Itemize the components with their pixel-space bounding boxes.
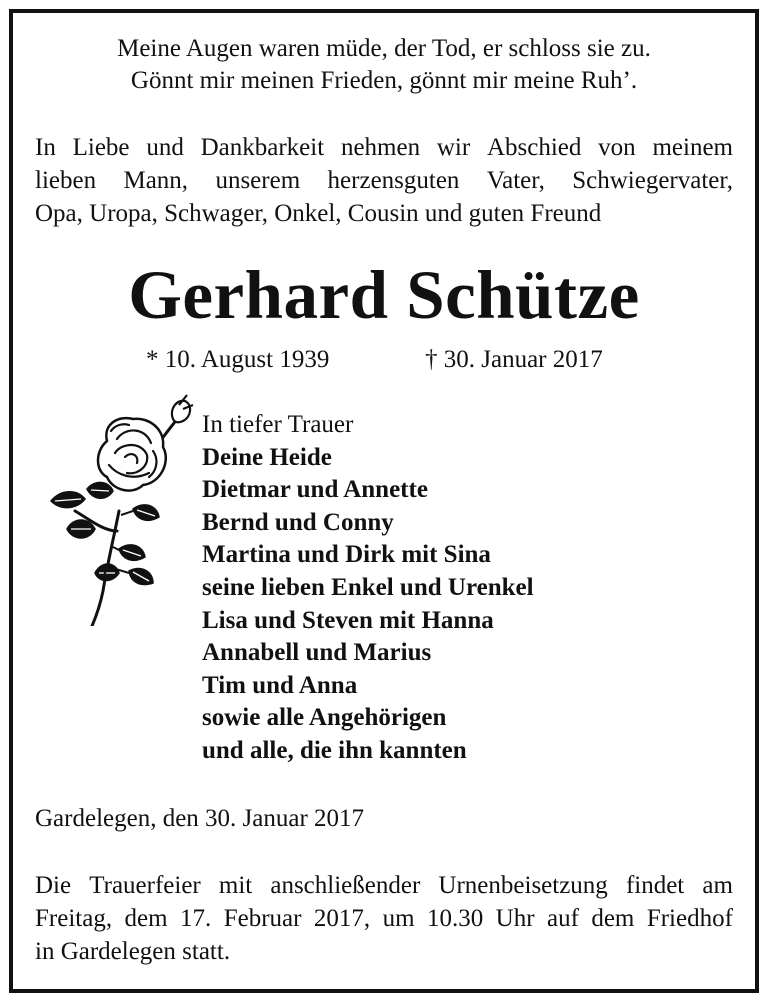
- mourner-name: Deine Heide: [202, 443, 332, 471]
- deceased-name: Gerhard Schütze: [128, 257, 640, 333]
- service-word: Freitag,: [35, 905, 113, 932]
- service-word: anschließender: [270, 872, 421, 899]
- service-word: Die: [35, 872, 72, 899]
- intro-word: Mann,: [123, 167, 189, 194]
- poem-line-2: Gönnt mir meinen Frieden, gönnt mir meine Ruh’.: [130, 67, 638, 94]
- intro-word: Schwiegervater,: [572, 167, 733, 194]
- obituary-frame: [9, 9, 759, 993]
- intro-word: Dankbarkeit: [200, 134, 325, 161]
- intro-line-1: [35, 131, 733, 164]
- service-line-1: [35, 869, 733, 902]
- mourner-name: Dietmar und Annette: [202, 476, 428, 504]
- intro-word: Abschied: [486, 134, 582, 161]
- service-word: 2017,: [313, 905, 371, 932]
- service-word: am: [702, 872, 733, 899]
- intro-word: nehmen: [340, 134, 421, 161]
- intro-word: meinem: [652, 134, 733, 161]
- mourner-name: Annabell und Marius: [202, 639, 432, 667]
- intro-word: Liebe: [72, 134, 130, 161]
- mourners-list: [202, 409, 722, 768]
- mourner-name: Tim und Anna: [202, 671, 358, 699]
- service-word: Trauerfeier: [89, 872, 201, 899]
- mourner-name: und alle, die ihn kannten: [202, 736, 467, 764]
- mourners-heading: In tiefer Trauer: [202, 411, 354, 438]
- intro-word: In: [35, 134, 56, 161]
- intro-word: von: [598, 134, 636, 161]
- intro-line-2: [35, 164, 733, 197]
- service-word: auf: [546, 905, 579, 932]
- service-word: um: [382, 905, 415, 932]
- mourner-name: seine lieben Enkel und Urenkel: [202, 573, 534, 601]
- service-line-2: [35, 902, 733, 935]
- service-word: 10.30: [426, 905, 484, 932]
- service-word: Februar: [223, 905, 302, 932]
- service-word: 17.: [180, 905, 212, 932]
- mourner-name: Martina und Dirk mit Sina: [202, 541, 491, 569]
- service-line-3: in Gardelegen statt.: [35, 938, 231, 965]
- intro-word: lieben: [35, 167, 97, 194]
- intro-word: unserem: [215, 167, 301, 194]
- intro-word: Vater,: [486, 167, 545, 194]
- death-date: † 30. Januar 2017: [425, 346, 603, 373]
- service-word: findet: [625, 872, 685, 899]
- mourner-name: sowie alle Angehörigen: [202, 704, 447, 732]
- intro-word: und: [146, 134, 184, 161]
- intro-word: herzensguten: [327, 167, 460, 194]
- service-word: dem: [124, 905, 168, 932]
- mourner-name: Bernd und Conny: [202, 508, 394, 536]
- mourner-name: Lisa und Steven mit Hanna: [202, 606, 494, 634]
- intro-line-3: Opa, Uropa, Schwager, Onkel, Cousin und guten Freund: [35, 200, 602, 227]
- place-and-date: Gardelegen, den 30. Januar 2017: [35, 805, 365, 832]
- rose-icon: [37, 391, 197, 626]
- service-word: Urnenbeisetzung: [438, 872, 608, 899]
- intro-word: wir: [436, 134, 471, 161]
- service-word: Uhr: [495, 905, 535, 932]
- birth-date: * 10. August 1939: [146, 346, 330, 373]
- poem-line-1: Meine Augen waren müde, der Tod, er schloss sie zu.: [117, 35, 651, 62]
- service-word: dem: [591, 905, 635, 932]
- service-word: Friedhof: [646, 905, 733, 932]
- service-word: mit: [218, 872, 253, 899]
